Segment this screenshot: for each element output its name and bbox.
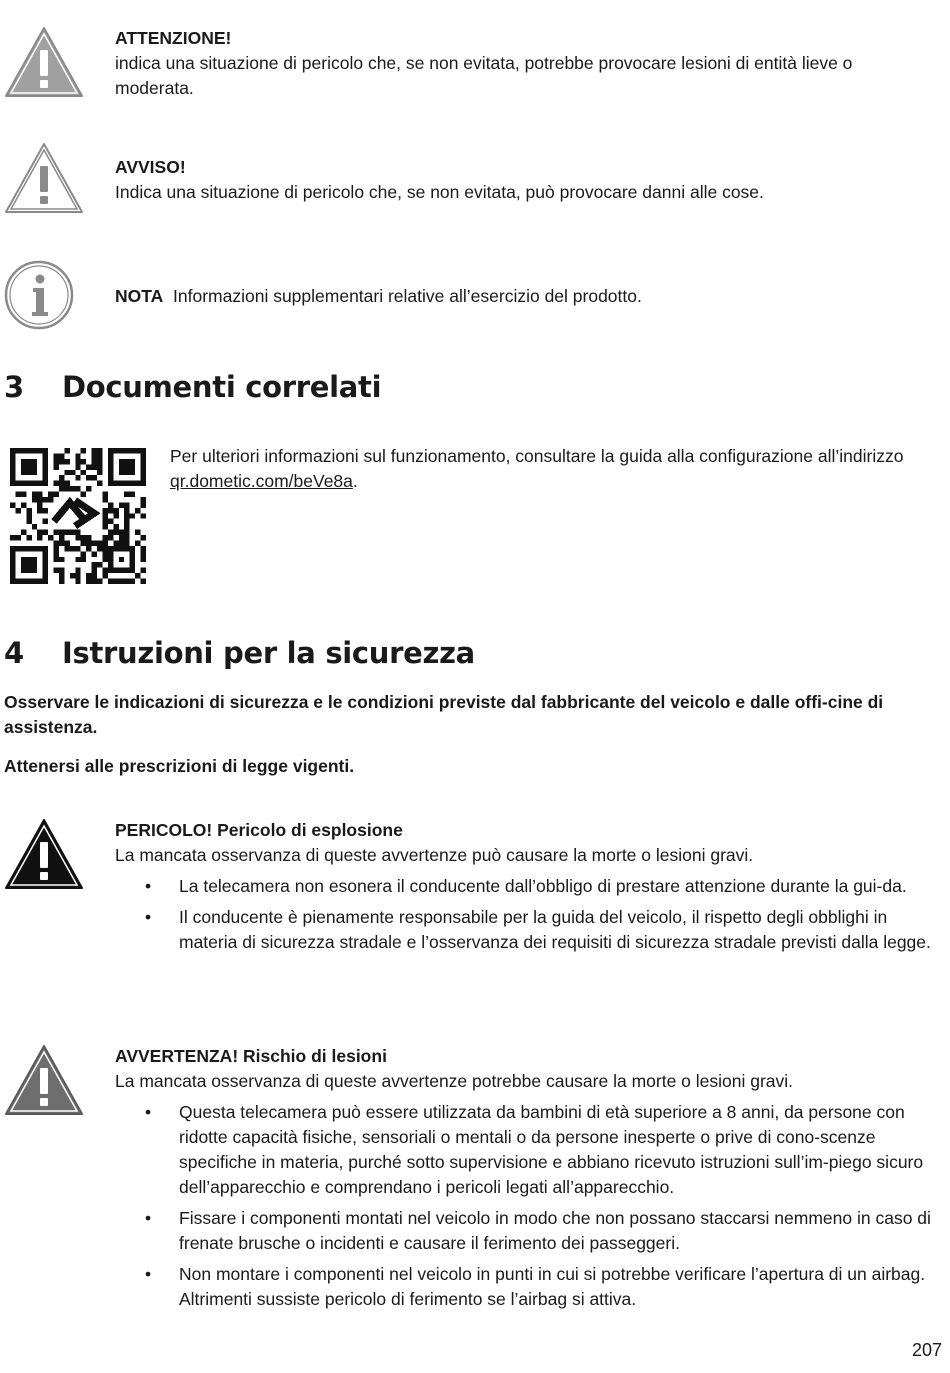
list-item: • Il conducente è pienamente responsabile per la guida del veicolo, il rispetto degli obblighi in materia di sicurezza stradale e l’osservanza dei requisiti di sicurezza stradale previsti dalla legge. xyxy=(115,905,940,955)
list-item: • Fissare i componenti montati nel veicolo in modo che non possano staccarsi nemmeno in caso di frenate brusche o incidenti e causare il ferimento dei passeggeri. xyxy=(115,1206,940,1256)
pericolo-bullet-list xyxy=(115,874,940,955)
attenzione-text: indica una situazione di pericolo che, se non evitata, potrebbe provocare lesioni di entità lieve o moderata. xyxy=(115,53,853,98)
section-4-number: 4 xyxy=(4,636,24,670)
section-3-heading xyxy=(4,370,381,404)
section-3-text-before: Per ulteriori informazioni sul funzionamento, consultare la guida alla configurazione all’indirizzo xyxy=(170,446,904,466)
section-3-number: 3 xyxy=(4,370,24,404)
avvertenza-bullet-list xyxy=(115,1100,940,1312)
avviso-text: Indica una situazione di pericolo che, se non evitata, può provocare danni alle cose. xyxy=(115,182,764,202)
section-4-title: Istruzioni per la sicurezza xyxy=(62,636,475,670)
warning-triangle-gray-icon xyxy=(4,26,84,98)
pericolo-title: PERICOLO! Pericolo di esplosione xyxy=(115,820,403,840)
attenzione-notice xyxy=(115,26,935,101)
qr-code-icon xyxy=(10,448,146,584)
info-circle-icon xyxy=(4,260,74,330)
section-4-heading xyxy=(4,636,475,670)
avviso-title: AVVISO! xyxy=(115,157,186,177)
guide-link[interactable]: qr.dometic.com/beVe8a xyxy=(170,471,353,491)
danger-triangle-black-icon xyxy=(4,818,84,890)
avviso-notice xyxy=(115,155,935,205)
list-item: • Non montare i componenti nel veicolo in punti in cui si potrebbe verificare l’apertura di un airbag. Altrimenti sussiste pericolo di ferimento se l’airbag si attiva. xyxy=(115,1262,940,1312)
pericolo-notice xyxy=(115,818,940,961)
warning-triangle-outline-icon xyxy=(4,142,84,214)
avvertenza-notice xyxy=(115,1044,940,1318)
avvertenza-title: AVVERTENZA! Rischio di lesioni xyxy=(115,1046,387,1066)
list-item: • Questa telecamera può essere utilizzata da bambini di età superiore a 8 anni, da persone con ridotte capacità fisiche, sensoriali o mentali o da persone inesperte o prive di cono-scenze specifiche in materia, purché sotto supervisione e abbiano ricevuto istruzioni sull’im-piego sicuro dell’apparecchio e comprendano i pericoli legati all’apparecchio. xyxy=(115,1100,940,1200)
warning-triangle-dark-icon xyxy=(4,1044,84,1116)
list-item: • La telecamera non esonera il conducente dall’obbligo di prestare attenzione durante la gui-da. xyxy=(115,874,940,899)
attenzione-title: ATTENZIONE! xyxy=(115,28,232,48)
section-3-title: Documenti correlati xyxy=(62,370,382,404)
nota-title: NOTA xyxy=(115,286,164,306)
section-3-text-after: . xyxy=(352,471,358,491)
nota-text: Informazioni supplementari relative all’esercizio del prodotto. xyxy=(173,286,642,306)
nota-notice xyxy=(115,284,935,309)
section-3-text xyxy=(170,444,910,494)
section-4-intro-1: Osservare le indicazioni di sicurezza e le condizioni previste dal fabbricante del veicolo e dalle offi-cine di assistenza. xyxy=(4,692,884,737)
pericolo-text: La mancata osservanza di queste avvertenze può causare la morte o lesioni gravi. xyxy=(115,845,754,865)
section-4-intro-2: Attenersi alle prescrizioni di legge vigenti. xyxy=(4,756,355,776)
avvertenza-text: La mancata osservanza di queste avvertenze potrebbe causare la morte o lesioni gravi. xyxy=(115,1071,794,1091)
page-number: 207 xyxy=(911,1340,942,1360)
